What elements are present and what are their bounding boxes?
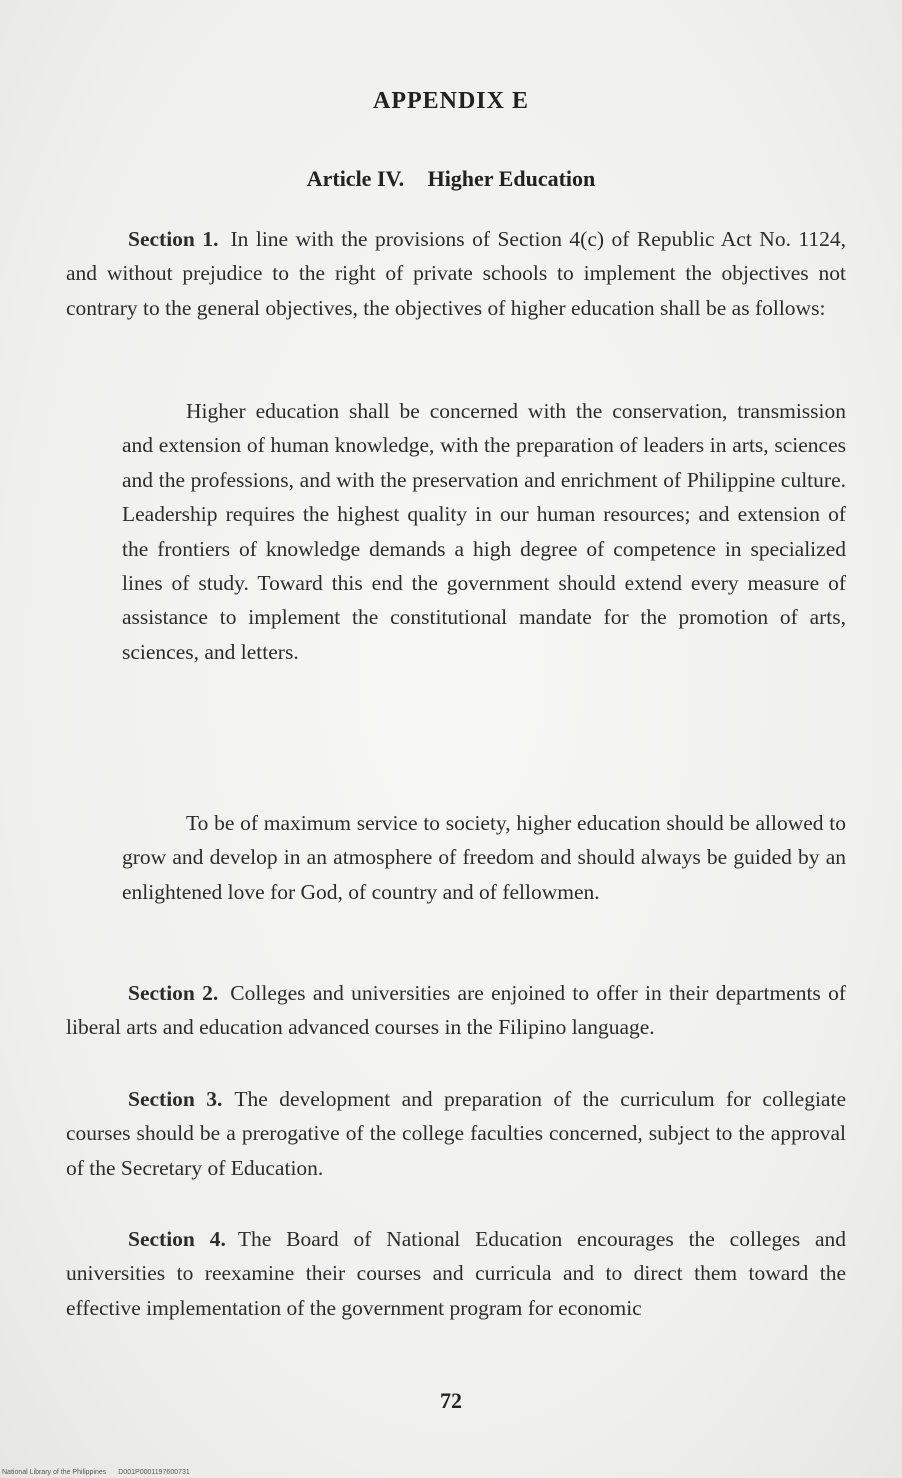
- section-2-label: Section 2.: [128, 981, 219, 1005]
- section-3-label: Section 3.: [128, 1087, 223, 1111]
- article-title: Higher Education: [427, 166, 596, 191]
- article-heading: [0, 166, 902, 192]
- quoted-objective-paragraph-2: To be of maximum service to society, higher education should be allowed to grow and develop in an atmosphere of freedom and should always be guided by an enlightened love for God, of country and of fellowmen.: [122, 811, 846, 904]
- article-number: Article IV.: [306, 166, 405, 191]
- quoted-objective-paragraph-1: Higher education shall be concerned with the conservation, transmission and extension of human knowledge, with the preparation of leaders in arts, sciences and the professions, and with the preservation and enrichment of Philippine culture. Leadership requires the highest quality in our human resources; and extension of the frontiers of knowledge demands a high degree of competence in specialized lines of study. Toward this end the government should extend every measure of assistance to implement the constitutional mandate for the promotion of arts, sciences, and letters.: [122, 399, 846, 664]
- section-2-text: Colleges and universities are enjoined to offer in their departments of liberal arts and education advanced courses in the Filipino language.: [66, 981, 846, 1040]
- section-1-text: In line with the provisions of Section 4(c) of Republic Act No. 1124, and without prejudice to the right of private schools to implement the objectives not contrary to the general objectives, the objectives of higher education shall be as follows:: [66, 227, 846, 320]
- section-4-label: Section 4.: [128, 1227, 226, 1251]
- section-1-paragraph: [66, 222, 846, 325]
- section-3-text: The development and preparation of the curriculum for collegiate courses should be a prerogative of the college faculties concerned, subject to the approval of the Secretary of Education.: [66, 1087, 846, 1180]
- footer-institution: National Library of the Philippines: [2, 1469, 107, 1476]
- section-4-text: The Board of National Education encourages the colleges and universities to reexamine their courses and curricula and to direct them toward the effective implementation of the government program for economic: [66, 1227, 846, 1320]
- scan-footer: [2, 1469, 202, 1476]
- appendix-heading: APPENDIX E: [372, 88, 529, 114]
- footer-identifier: D001P0001197600731: [118, 1469, 190, 1476]
- section-3-paragraph: [66, 1082, 846, 1185]
- section-4-paragraph: [66, 1222, 846, 1325]
- section-1-label: Section 1.: [128, 227, 219, 251]
- section-2-paragraph: [66, 976, 846, 1045]
- page-number: 72: [440, 1388, 462, 1413]
